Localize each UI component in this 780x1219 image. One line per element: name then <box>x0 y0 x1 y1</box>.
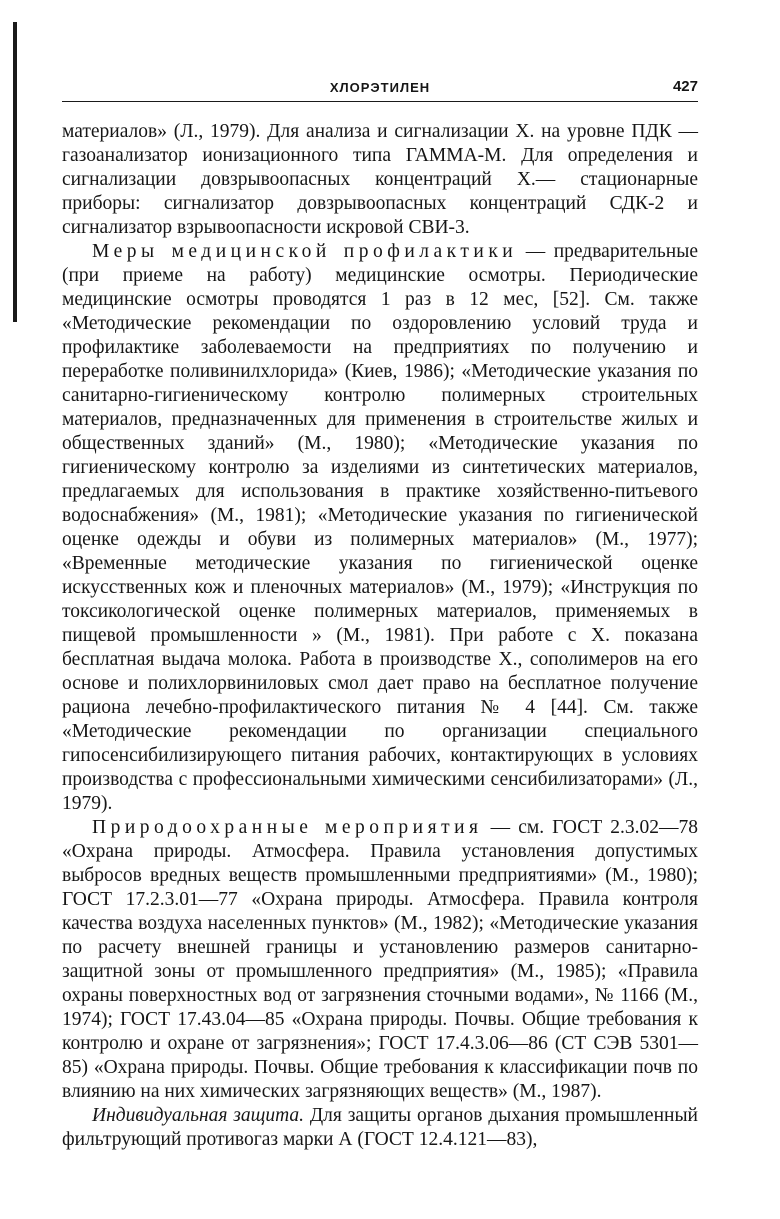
margin-bar <box>13 22 17 322</box>
body-text <box>62 120 698 1152</box>
section-lead-medical-prevention: Меры медицинской профилактики <box>92 241 518 262</box>
section-lead-individual-protection: Индивидуальная защита. <box>92 1105 305 1126</box>
paragraph-individual-protection-text: Для защиты органов дыхания промышленный фильтрующий противогаз марки А (ГОСТ 12.4.121—83), <box>62 1105 698 1150</box>
running-title: ХЛОРЭТИЛЕН <box>329 80 431 95</box>
paragraph-individual-protection <box>62 1104 698 1152</box>
paragraph-medical-prevention-text: — предварительные (при приеме на работу) медицинские осмотры. Периодические медицинские осмотры проводятся 1 раз в 12 мес, [52]. См. также «Методические рекомендации по оздоровлению условий труда и профилактике заболеваемости на предприятиях по получению и переработке поливинилхлорида» (Киев, 1986); «Методические указания по санитарно-гигиеническому контролю полимерных строительных материалов, предназначенных для применения в строительстве жилых и общественных зданий» (М., 1980); «Методические указания по гигиеническому контролю за изделиями из синтетических материалов, предлагаемых для использования в практике хозяйственно-питьевого водоснабжения» (М., 1981); «Методические указания по гигиенической оценке одежды и обуви из полимерных материалов» (М., 1977); «Временные методические указания по гигиенической оценке искусственных кож и пленочных материалов» (М., 1979); «Инструкция по токсикологической оценке полимерных материалов, применяемых в пищевой промышленности » (М., 1981). При работе с Х. показана бесплатная выдача молока. Работа в производстве Х., сополимеров на его основе и полихлорвиниловых смол дает право на бесплатное получение рациона лечебно-профилактического питания № 4 [44]. См. также «Методические рекомендации по организации специального гипосенсибилизирующего питания рабочих, контактирующих в условиях производства с профессиональными химическими сенсибилизаторами» (Л., 1979). <box>62 241 698 814</box>
section-lead-environmental-measures: Природоохранные мероприятия <box>92 817 483 838</box>
page-header <box>62 77 698 102</box>
paragraph-medical-prevention <box>62 240 698 816</box>
paragraph-environmental-measures <box>62 816 698 1104</box>
paragraph-detection-text: материалов» (Л., 1979). Для анализа и сигнализации Х. на уровне ПДК — газоанализатор ионизационного типа ГАММА-М. Для определения и сигнализации довзрывоопасных концентраций Х.— стационарные приборы: сигнализатор довзрывоопасных концентраций СДК-2 и сигнализатор взрывоопасности искровой СВИ-3. <box>62 121 698 238</box>
page-number: 427 <box>672 78 698 95</box>
paragraph-detection <box>62 120 698 240</box>
paragraph-environmental-measures-text: — см. ГОСТ 2.3.02—78 «Охрана природы. Атмосфера. Правила установления допустимых выбросов вредных веществ промышленными предприятиями» (М., 1980); ГОСТ 17.2.3.01—77 «Охрана природы. Атмосфера. Правила контроля качества воздуха населенных пунктов» (М., 1982); «Методические указания по расчету внешней границы и установлению размеров санитарно-защитной зоны от промышленного предприятия» (М., 1985); «Правила охраны поверхностных вод от загрязнения сточными водами», № 1166 (М., 1974); ГОСТ 17.43.04—85 «Охрана природы. Почвы. Общие требования к контролю и охране от загрязнения»; ГОСТ 17.4.3.06—86 (СТ СЭВ 5301—85) «Охрана природы. Почвы. Общие требования к классификации почв по влиянию на них химических загрязняющих веществ» (М., 1987). <box>62 817 699 1102</box>
